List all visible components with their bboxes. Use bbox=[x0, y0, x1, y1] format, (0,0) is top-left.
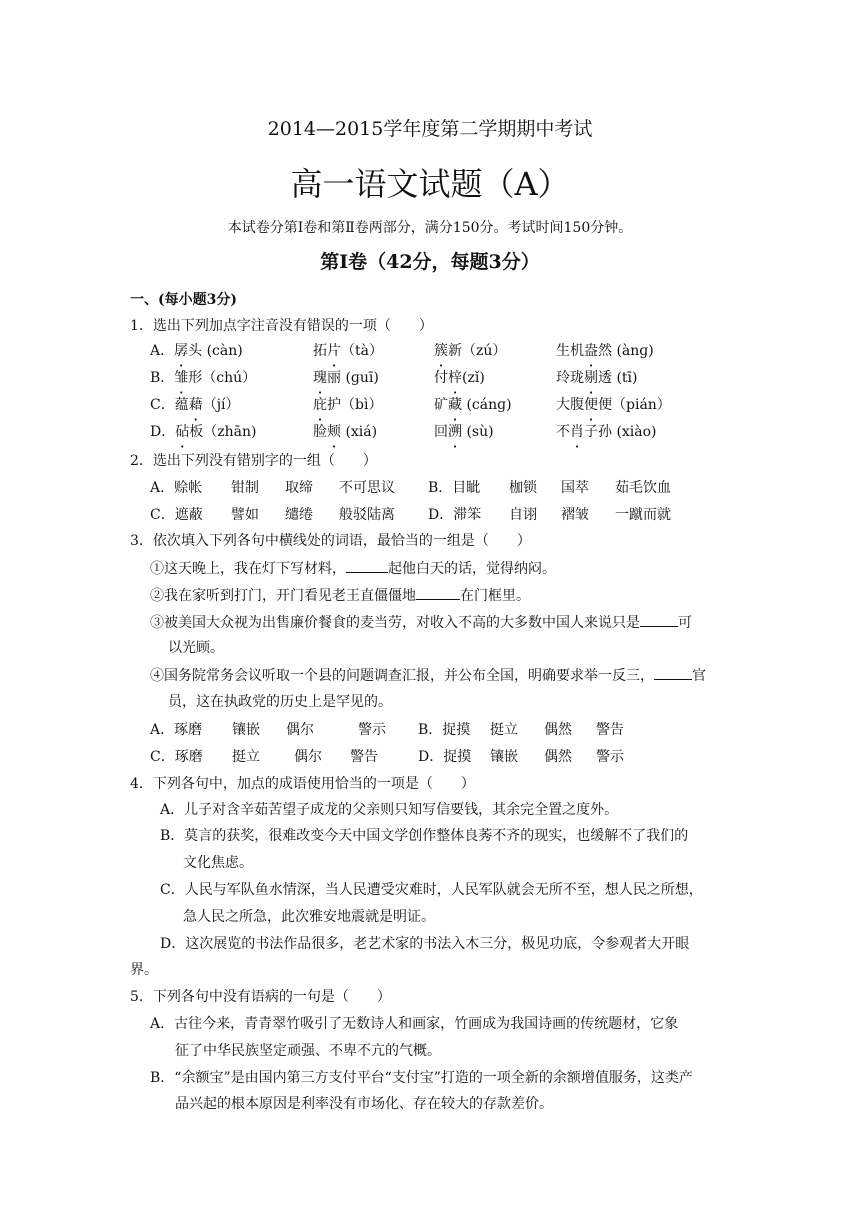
q1-row-a-item-4: 生机盎然 (ànɡ) bbox=[556, 343, 654, 359]
q2-option-item: 枷锁 bbox=[509, 480, 537, 496]
q5-option-b-cont: 品兴起的根本原因是利率没有市场化、存在较大的存款差价。 bbox=[175, 1096, 553, 1112]
q1-row-d-item-4: 不肖子孙 (xiào) bbox=[556, 424, 657, 440]
q2-option-item: 褶皱 bbox=[561, 507, 589, 523]
q1-row-a-item-2: 拓片（tà） bbox=[313, 343, 383, 359]
q3-option-item: 镶嵌 bbox=[232, 722, 260, 738]
q2-option-item: A．赊帐 bbox=[150, 480, 203, 496]
q1-row-b-item-2: 瑰丽 (ɡuī) bbox=[313, 370, 379, 386]
q3-sentence-3-part: ③被美国大众视为出售廉价餐食的麦当劳，对收入不高的大多数中国人来说只是 bbox=[150, 615, 640, 631]
q1-stem: 1．选出下列加点字注音没有错误的一项（ ） bbox=[130, 318, 433, 334]
q3-option-item: 偶然 bbox=[544, 722, 572, 738]
q3-option-item: D．捉摸 bbox=[418, 749, 472, 765]
q3-option-item: 偶然 bbox=[544, 749, 572, 765]
q1-row-d-item-2: 脸颊 (xiá) bbox=[313, 424, 378, 440]
q4-option-d-cont: 界。 bbox=[130, 962, 158, 978]
q4-option-c: C．人民与军队鱼水情深，当人民遭受灾难时，人民军队就会无所不至，想人民之所想， bbox=[160, 882, 703, 898]
q2-option-item: B．目眦 bbox=[428, 480, 481, 496]
q3-sentence-3 bbox=[150, 612, 692, 633]
q3-sentence-4-cont: 员，这在执政党的历史上是罕见的。 bbox=[168, 694, 392, 710]
q2-option-item: 国萃 bbox=[561, 480, 589, 496]
q2-option-item: 茹毛饮血 bbox=[615, 480, 671, 496]
q3-option-item: 警示 bbox=[358, 722, 386, 738]
q4-option-a: A．儿子对含辛茹苦望子成龙的父亲则只知写信要钱，其余完全置之度外。 bbox=[160, 802, 619, 818]
q5-option-b: B．“余额宝”是由国内第三方支付平台“支付宝”打造的一项全新的余额增值服务，这类产 bbox=[150, 1070, 693, 1086]
q4-option-b-cont: 文化焦虑。 bbox=[183, 855, 253, 871]
q1-row-a-item-3: 簇新（zú） bbox=[434, 343, 507, 359]
q1-row-c-item-4: 大腹便便（pián） bbox=[556, 397, 671, 413]
exam-info: 本试卷分第Ⅰ卷和第Ⅱ卷两部分，满分150分。考试时间150分钟。 bbox=[227, 220, 633, 236]
q2-option-item: 般驳陆离 bbox=[339, 507, 395, 523]
answer-blank bbox=[640, 612, 678, 627]
q3-option-item: 警示 bbox=[596, 749, 624, 765]
q2-option-item: C．遮蔽 bbox=[150, 507, 203, 523]
q1-row-b-item-3: 付梓(zǐ) bbox=[434, 370, 485, 386]
q4-option-d: D．这次展览的书法作品很多，老艺术家的书法入木三分，极见功底，令参观者大开眼 bbox=[160, 936, 690, 952]
q2-option-item: 自诩 bbox=[509, 507, 537, 523]
q1-row-b-item-1: B．雏形（chú） bbox=[150, 370, 257, 386]
q2-option-item: D．滞笨 bbox=[428, 507, 482, 523]
q2-option-item: 取缔 bbox=[285, 480, 313, 496]
q1-row-c-item-3: 矿藏 (cánɡ) bbox=[434, 397, 512, 413]
q4-stem: 4．下列各句中，加点的成语使用恰当的一项是（ ） bbox=[130, 776, 475, 792]
exam-main-title: 高一语文试题（A） bbox=[290, 165, 570, 203]
q2-option-item: 缱绻 bbox=[285, 507, 313, 523]
q3-sentence-2-part: ②我在家听到打门，开门看见老王直僵僵地 bbox=[150, 588, 416, 604]
q3-sentence-2 bbox=[150, 585, 530, 606]
q3-option-item: A．琢磨 bbox=[150, 722, 203, 738]
q3-sentence-4 bbox=[150, 665, 706, 686]
volume-title: 第Ⅰ卷（42分，每题3分） bbox=[320, 251, 540, 273]
q1-row-d-item-1: D．砧板（zhān) bbox=[150, 424, 257, 440]
q1-row-d-item-3: 回溯 (sù) bbox=[434, 424, 494, 440]
q1-row-b-item-4: 玲珑剔透 (tī) bbox=[556, 370, 638, 386]
q2-option-item: 钳制 bbox=[231, 480, 259, 496]
q3-stem: 3．依次填入下列各句中横线处的词语，最恰当的一组是（ ） bbox=[130, 533, 531, 549]
q1-row-a-item-1: A．孱头 (càn) bbox=[150, 343, 243, 359]
q3-sentence-1 bbox=[150, 558, 556, 579]
q4-option-c-cont: 急人民之所急，此次雅安地震就是明证。 bbox=[183, 909, 435, 925]
exam-year-title: 2014—2015学年度第二学期期中考试 bbox=[267, 118, 593, 140]
answer-blank bbox=[416, 585, 460, 600]
q2-option-item: 不可思议 bbox=[339, 480, 395, 496]
q3-sentence-1-part: 起他白天的话，觉得纳闷。 bbox=[388, 561, 556, 577]
q3-option-item: 偶尔 bbox=[294, 749, 322, 765]
q5-stem: 5．下列各句中没有语病的一句是（ ） bbox=[130, 989, 391, 1005]
section-heading: 一、(每小题3分) bbox=[130, 292, 237, 308]
q2-option-item: 譬如 bbox=[231, 507, 259, 523]
q3-sentence-3-part: 可 bbox=[678, 615, 692, 631]
q5-option-a: A．古往今来，青青翠竹吸引了无数诗人和画家，竹画成为我国诗画的传统题材，它象 bbox=[150, 1016, 679, 1032]
q3-option-item: 偶尔 bbox=[286, 722, 314, 738]
q1-row-c-item-2: 庇护（bì） bbox=[313, 397, 383, 413]
q4-option-b: B．莫言的获奖，很难改变今天中国文学创作整体良莠不齐的现实，也缓解不了我们的 bbox=[160, 828, 689, 844]
q3-option-item: 挺立 bbox=[232, 749, 260, 765]
q3-sentence-4-part: ④国务院常务会议听取一个县的问题调查汇报，并公布全国，明确要求举一反三， bbox=[150, 668, 654, 684]
q3-option-item: C．琢磨 bbox=[150, 749, 203, 765]
q3-option-item: 挺立 bbox=[490, 722, 518, 738]
q3-sentence-1-part: ①这天晚上，我在灯下写材料， bbox=[150, 561, 346, 577]
q3-sentence-2-part: 在门框里。 bbox=[460, 588, 530, 604]
q5-option-a-cont: 征了中华民族坚定顽强、不卑不亢的气概。 bbox=[175, 1043, 441, 1059]
answer-blank bbox=[654, 665, 692, 680]
answer-blank bbox=[346, 558, 388, 573]
q2-stem: 2．选出下列没有错别字的一组（ ） bbox=[130, 453, 377, 469]
q3-option-item: 警告 bbox=[350, 749, 378, 765]
q3-option-item: B．捉摸 bbox=[418, 722, 471, 738]
q1-row-c-item-1: C．蕴藉（jí） bbox=[150, 397, 240, 413]
q3-option-item: 镶嵌 bbox=[490, 749, 518, 765]
q3-option-item: 警告 bbox=[596, 722, 624, 738]
q3-sentence-3-cont: 以光顾。 bbox=[168, 640, 224, 656]
q3-sentence-4-part: 官 bbox=[692, 668, 706, 684]
q2-option-item: 一蹴而就 bbox=[615, 507, 671, 523]
